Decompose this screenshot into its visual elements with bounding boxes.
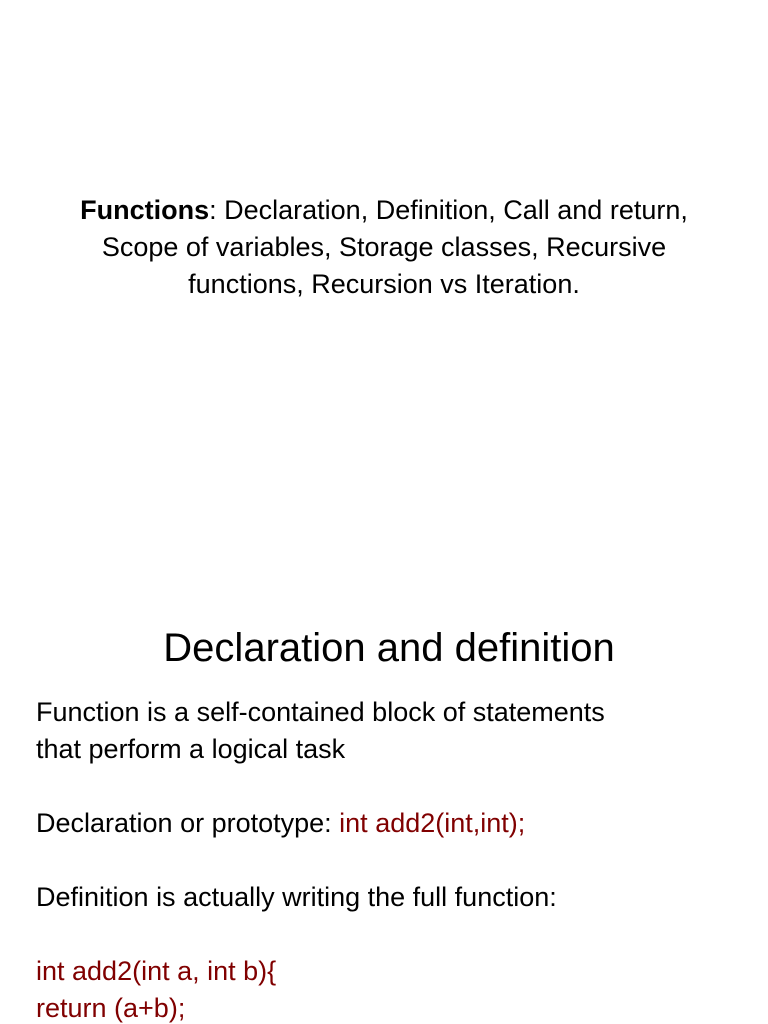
code-line-2: return (a+b); — [36, 993, 186, 1023]
spacer — [36, 842, 736, 879]
functions-keyword: Functions — [80, 195, 210, 225]
intro-line-2: that perform a logical task — [36, 734, 346, 764]
prototype-code: int add2(int,int); — [339, 808, 526, 838]
prototype-label: Declaration or prototype: — [36, 808, 340, 838]
code-line-1: int add2(int a, int b){ — [36, 956, 277, 986]
spacer — [36, 916, 736, 953]
spacer — [36, 768, 736, 805]
intro-line-1: Function is a self-contained block of statements — [36, 697, 605, 727]
slide1-text — [60, 192, 708, 303]
prototype-line — [36, 805, 736, 842]
slide2-heading: Declaration and definition — [163, 626, 615, 670]
functions-topics: : Declaration, Definition, Call and return, Scope of variables, Storage classes, Recursive functions, Recursion vs Iteration. — [101, 195, 688, 299]
slide2-body — [36, 694, 736, 1024]
definition-line: Definition is actually writing the full function: — [36, 882, 557, 912]
